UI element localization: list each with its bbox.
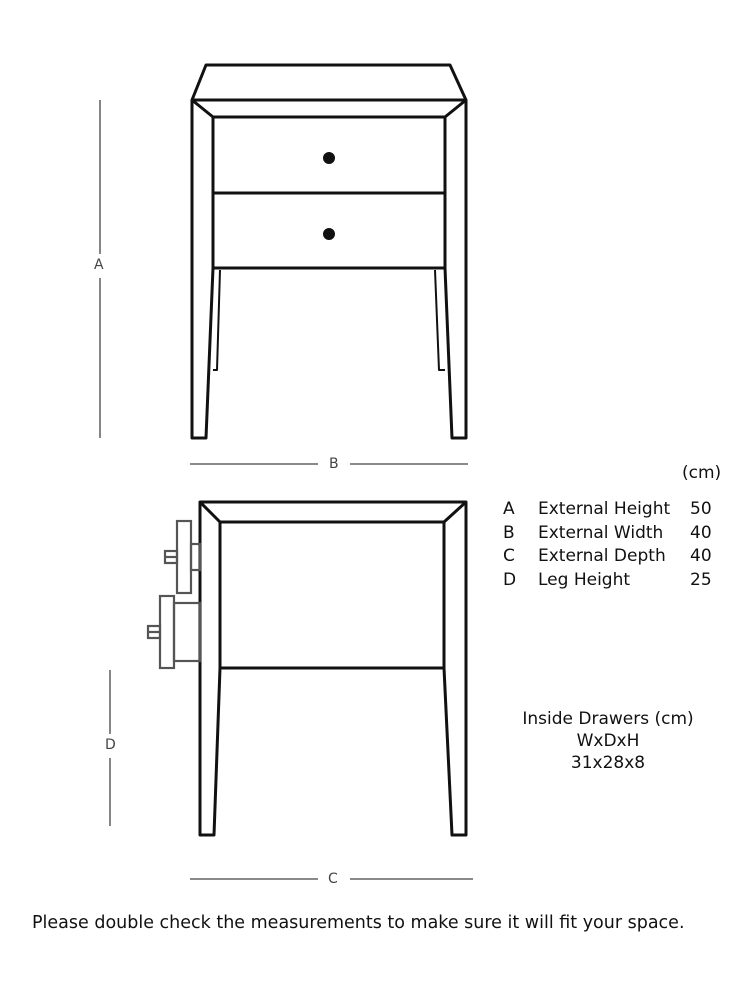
lower-drawer-knob [323,228,335,240]
spec-value: 40 [690,522,712,543]
spec-name: Leg Height [538,569,631,590]
back-left-leg [213,270,220,370]
side-right-frame-leg [444,502,466,835]
front-right-frame-leg [445,100,466,438]
inside-drawers-size: 31x28x8 [570,753,646,773]
spec-value: 40 [690,546,712,566]
spec-row [503,522,712,546]
drawer-handles-side [148,521,200,668]
inside-drawers-info [508,708,708,774]
spec-row [503,498,712,522]
front-view [192,65,466,438]
side-view [200,502,466,835]
spec-key: B [503,522,515,543]
measurements-table [503,498,712,592]
unit-note: (cm) [682,463,722,483]
spec-name: External Width [538,522,664,543]
spec-row [503,545,712,569]
front-left-frame-leg [192,100,213,438]
dimension-label-d: D [105,737,116,753]
inside-drawers-title: Inside Drawers (cm) [522,709,694,729]
inside-drawers-format: WxDxH [576,731,640,751]
spec-key: A [503,499,515,519]
spec-value: 25 [690,569,712,590]
spec-value: 50 [690,499,712,519]
spec-row [503,569,712,593]
front-top-surface [192,65,466,100]
back-right-leg [435,270,445,370]
dimension-label-c: C [328,871,338,887]
spec-key: D [503,569,517,590]
dimension-label-b: B [329,456,339,472]
spec-name: External Height [538,499,671,519]
side-left-frame-leg [200,502,220,835]
side-top-surface [200,502,466,522]
footer-note: Please double check the measurements to make sure it will fit your space. [32,913,685,933]
spec-name: External Depth [538,546,666,566]
spec-key: C [503,546,515,566]
dimension-label-a: A [94,257,104,273]
upper-drawer-knob [323,152,335,164]
